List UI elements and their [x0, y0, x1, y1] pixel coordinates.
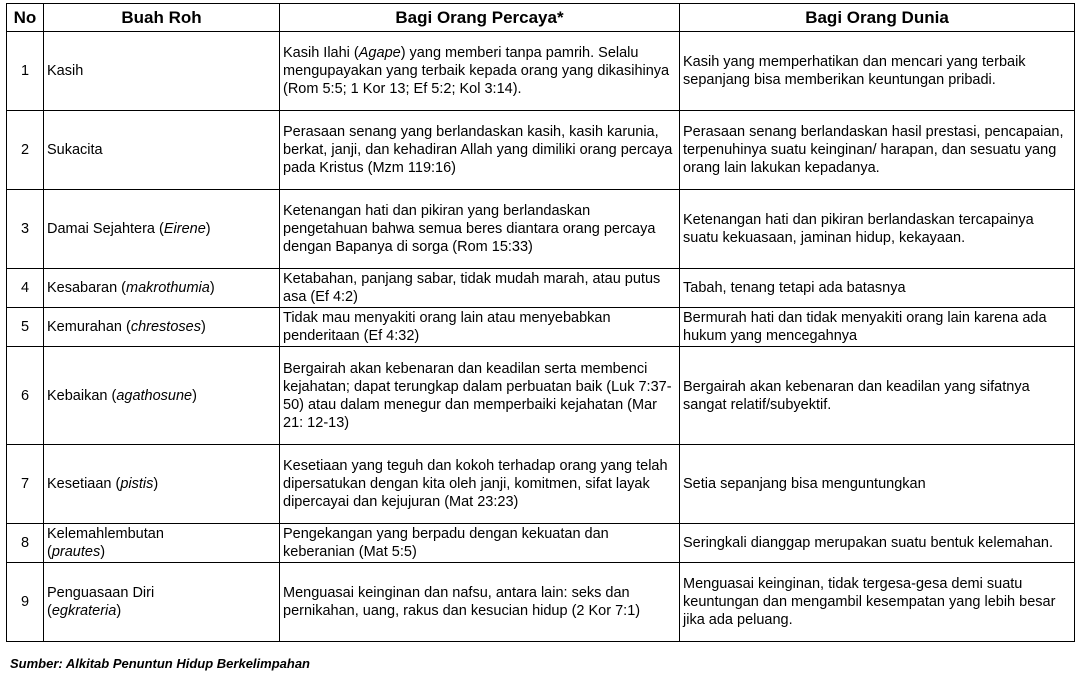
greek-term: prautes — [51, 544, 101, 560]
world-desc: Setia sepanjang bisa menguntungkan — [680, 445, 1075, 524]
row-number: 7 — [7, 445, 44, 524]
row-number: 6 — [7, 347, 44, 445]
close-paren: ) — [205, 221, 211, 237]
greek-term: egkrateria — [51, 603, 117, 619]
fruit-label: Kesetiaan ( — [47, 476, 121, 492]
close-paren: ) — [100, 544, 106, 560]
fruit-name — [44, 524, 280, 563]
table-row — [7, 111, 1075, 190]
row-number: 4 — [7, 269, 44, 308]
open-paren: ( — [47, 544, 52, 560]
header-fruit: Buah Roh — [44, 4, 280, 32]
row-number: 5 — [7, 308, 44, 347]
believer-desc — [280, 32, 680, 111]
fruit-name — [44, 308, 280, 347]
table-row — [7, 269, 1075, 308]
believer-desc: Perasaan senang yang berlandaskan kasih, kasih karunia, berkat, janji, dan kehadiran Allah yang dimiliki orang percaya pada Kristus (Mzm 119:16) — [280, 111, 680, 190]
row-number: 3 — [7, 190, 44, 269]
believer-text-a: Kasih Ilahi ( — [283, 45, 359, 61]
greek-term: chrestoses — [130, 319, 201, 335]
table-row — [7, 445, 1075, 524]
table-row — [7, 308, 1075, 347]
table-row — [7, 190, 1075, 269]
row-number: 8 — [7, 524, 44, 563]
row-number: 9 — [7, 563, 44, 642]
close-paren: ) — [153, 476, 159, 492]
believer-desc: Pengekangan yang berpadu dengan kekuatan dan keberanian (Mat 5:5) — [280, 524, 680, 563]
world-desc: Seringkali dianggap merupakan suatu bentuk kelemahan. — [680, 524, 1075, 563]
header-world: Bagi Orang Dunia — [680, 4, 1075, 32]
fruit-name — [44, 445, 280, 524]
table-row — [7, 347, 1075, 445]
close-paren: ) — [192, 387, 197, 404]
believer-desc: Kesetiaan yang teguh dan kokoh terhadap orang yang telah dipersatukan dengan kita oleh janji, komitmen, sifat layak dipercayai dan kejujuran (Mat 23:23) — [280, 445, 680, 524]
fruit-name — [44, 190, 280, 269]
row-number: 2 — [7, 111, 44, 190]
greek-term: makrothumia — [126, 280, 210, 296]
fruit-label: Kemurahan ( — [47, 319, 131, 335]
believer-text-c: ) yang memberi tanpa pamrih. Selalu mengupayakan yang terbaik kepada orang yang dikasihinya (Rom 5:5; 1 Kor 13; Ef 5:2; Kol 3:14). — [283, 45, 670, 97]
believer-desc: Ketabahan, panjang sabar, tidak mudah marah, atau putus asa (Ef 4:2) — [280, 269, 680, 308]
world-desc: Bermurah hati dan tidak menyakiti orang lain karena ada hukum yang mencegahnya — [680, 308, 1075, 347]
world-desc: Tabah, tenang tetapi ada batasnya — [680, 269, 1075, 308]
world-desc: Perasaan senang berlandaskan hasil prestasi, pencapaian, terpenuhinya suatu keinginan/ harapan, dan sesuatu yang orang lain lakukan kepadanya. — [680, 111, 1075, 190]
open-paren: ( — [47, 603, 52, 619]
table-row — [7, 32, 1075, 111]
believer-desc: Menguasai keinginan dan nafsu, antara lain: seks dan pernikahan, uang, rakus dan kesucian hidup (2 Kor 7:1) — [280, 563, 680, 642]
fruit-name: Sukacita — [44, 111, 280, 190]
believer-desc: Bergairah akan kebenaran dan keadilan serta membenci kejahatan; dapat terungkap dalam perbuatan baik (Luk 7:37-50) atau dalam menegur dan memperbaiki kejahatan (Mar 21: 12-13) — [280, 347, 680, 445]
believer-desc: Ketenangan hati dan pikiran yang berlandaskan pengetahuan bahwa semua beres diantara orang percaya dengan Bapanya di sorga (Rom 15:33) — [280, 190, 680, 269]
fruit-of-spirit-table — [6, 3, 1075, 642]
table-row — [7, 524, 1075, 563]
fruit-name — [44, 563, 280, 642]
close-paren: ) — [116, 603, 122, 619]
world-desc: Kasih yang memperhatikan dan mencari yang terbaik sepanjang bisa memberikan keuntungan pribadi. — [680, 32, 1075, 111]
close-paren: ) — [200, 319, 206, 335]
greek-term: Eirene — [163, 221, 206, 237]
table-row — [7, 563, 1075, 642]
greek-term: pistis — [120, 476, 154, 492]
fruit-label: Penguasaan Diri — [47, 585, 155, 601]
fruit-label: Damai Sejahtera ( — [47, 221, 164, 237]
world-desc: Ketenangan hati dan pikiran berlandaskan tercapainya suatu kekuasaan, jaminan hidup, kekayaan. — [680, 190, 1075, 269]
source-caption: Sumber: Alkitab Penuntun Hidup Berkelimpahan — [10, 656, 310, 671]
table-header-row — [7, 4, 1075, 32]
greek-term: Agape — [358, 45, 401, 61]
fruit-name — [44, 269, 280, 308]
close-paren: ) — [209, 280, 215, 296]
fruit-label: Kebaikan ( — [47, 387, 117, 404]
fruit-name — [44, 347, 280, 445]
row-number: 1 — [7, 32, 44, 111]
header-no: No — [7, 4, 44, 32]
believer-desc: Tidak mau menyakiti orang lain atau menyebabkan penderitaan (Ef 4:32) — [280, 308, 680, 347]
greek-term: agathosune — [116, 387, 193, 404]
world-desc: Bergairah akan kebenaran dan keadilan yang sifatnya sangat relatif/subyektif. — [680, 347, 1075, 445]
world-desc: Menguasai keinginan, tidak tergesa-gesa demi suatu keuntungan dan mengambil kesempatan yang lebih besar jika ada peluang. — [680, 563, 1075, 642]
header-believer: Bagi Orang Percaya* — [280, 4, 680, 32]
fruit-label: Kelemahlembutan — [47, 526, 164, 542]
fruit-name: Kasih — [44, 32, 280, 111]
fruit-of-spirit-table-wrapper — [6, 3, 1075, 642]
fruit-label: Kesabaran ( — [47, 280, 126, 296]
